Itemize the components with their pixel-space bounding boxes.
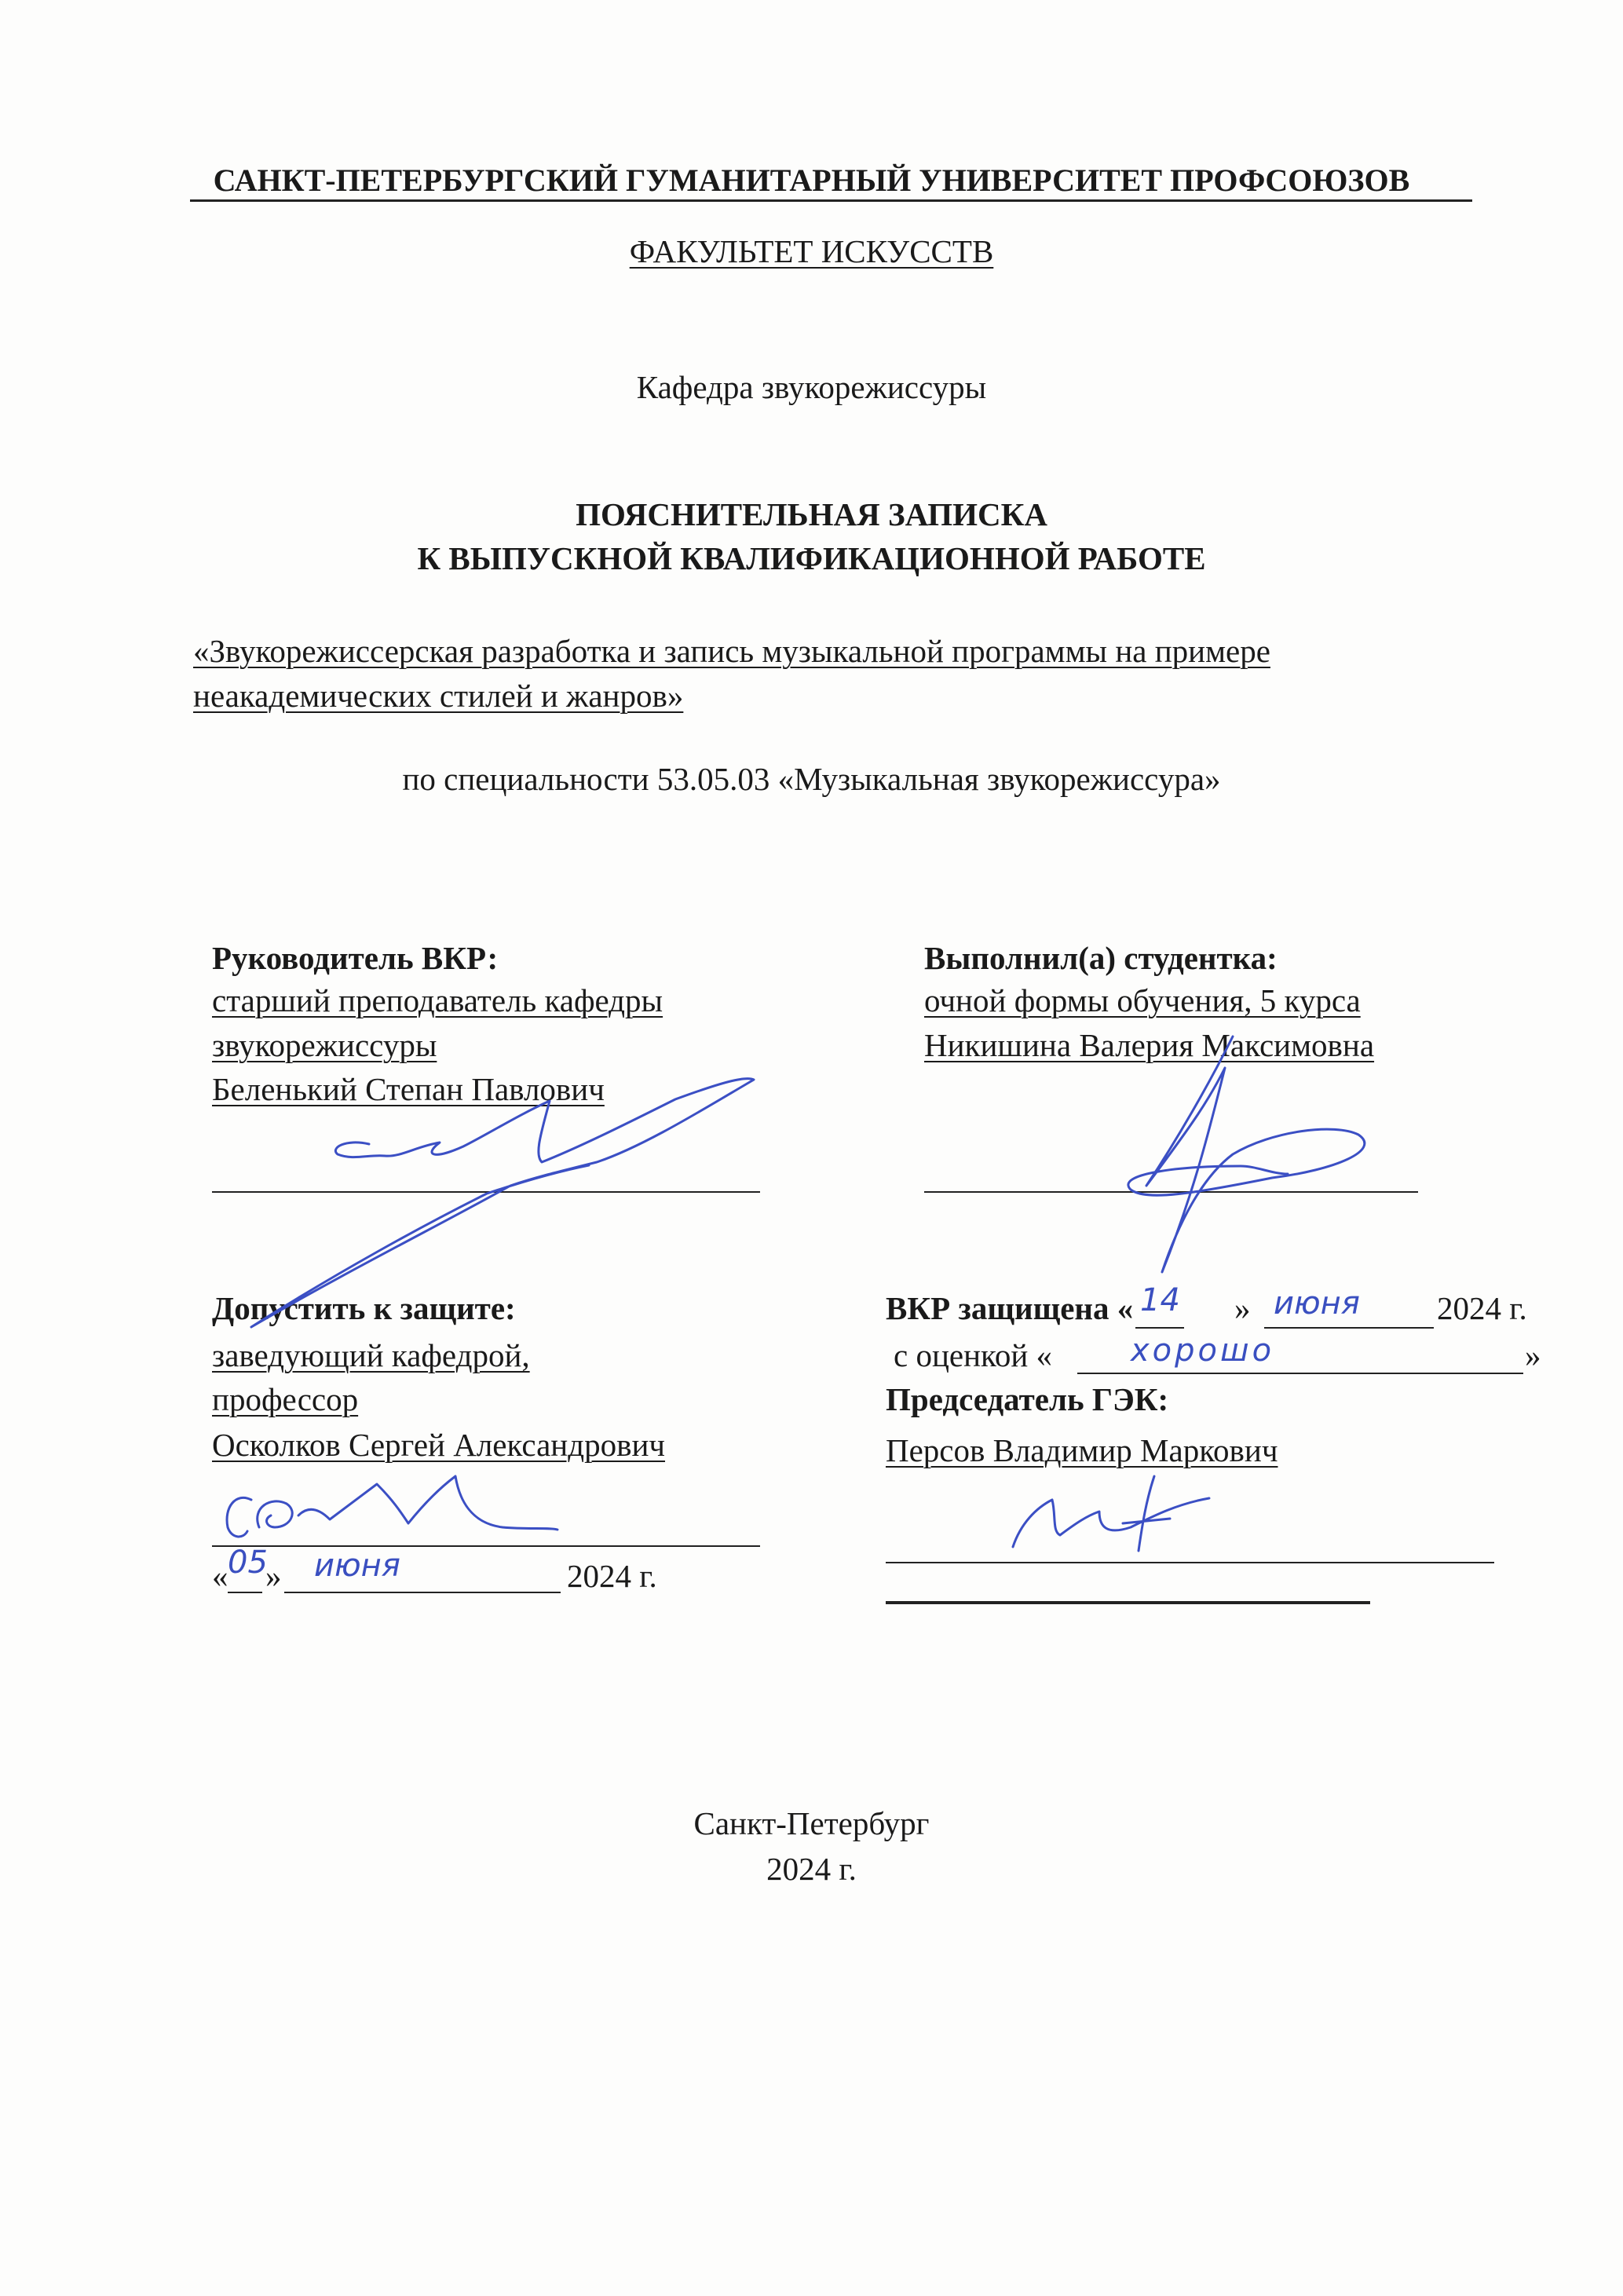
admission-date-day: 05	[228, 1545, 268, 1581]
defense-month: июня	[1274, 1285, 1360, 1322]
admission-name: Осколков Сергей Александрович	[212, 1427, 666, 1463]
admission-date-month: июня	[314, 1548, 400, 1584]
specialty: по специальности 53.05.03 «Музыкальная звукорежиссура»	[402, 761, 1221, 797]
department-name: Кафедра звукорежиссуры	[636, 369, 987, 405]
university-name: САНКТ-ПЕТЕРБУРГСКИЙ ГУМАНИТАРНЫЙ УНИВЕРСИТЕТ ПРОФСОЮЗОВ	[213, 163, 1410, 198]
supervisor-position-line1: старший преподаватель кафедры	[212, 982, 663, 1018]
admission-position-line1: заведующий кафедрой,	[212, 1337, 530, 1373]
admission-date-open: «	[212, 1558, 228, 1594]
header-rule	[190, 199, 1472, 202]
admission-heading: Допустить к защите:	[212, 1290, 516, 1326]
chair-name: Персов Владимир Маркович	[886, 1432, 1278, 1468]
defense-year: 2024 г.	[1437, 1290, 1527, 1326]
admission-date-close: »	[265, 1558, 282, 1594]
supervisor-signature-line	[212, 1191, 760, 1193]
defense-day: 14	[1140, 1282, 1180, 1318]
student-info: очной формы обучения, 5 курса	[924, 982, 1361, 1018]
defense-month-line	[1264, 1327, 1434, 1329]
student-name: Никишина Валерия Максимовна	[924, 1027, 1375, 1063]
student-heading: Выполнил(а) студентка:	[924, 940, 1278, 976]
footer-year: 2024 г.	[766, 1851, 857, 1887]
supervisor-heading: Руководитель ВКР:	[212, 940, 499, 976]
student-signature	[1128, 1036, 1365, 1272]
supervisor-position-line2: звукорежиссуры	[212, 1027, 437, 1063]
topic-line2: неакадемических стилей и жанров»	[193, 678, 684, 714]
admission-month-line	[284, 1592, 561, 1593]
defense-day-close: »	[1234, 1290, 1251, 1326]
admission-signature-line	[212, 1545, 760, 1547]
supervisor-name: Беленький Степан Павлович	[212, 1071, 605, 1107]
admission-position-line2: профессор	[212, 1381, 359, 1417]
defense-day-line	[1135, 1327, 1184, 1329]
document-title-line1: ПОЯСНИТЕЛЬНАЯ ЗАПИСКА	[576, 496, 1047, 532]
chair-signature-line	[886, 1562, 1494, 1563]
admission-date-year: 2024 г.	[567, 1558, 657, 1594]
admission-signature	[227, 1476, 557, 1537]
faculty-name: ФАКУЛЬТЕТ ИСКУССТВ	[629, 233, 994, 269]
admission-day-line	[228, 1592, 262, 1593]
grade-value: хорошо	[1131, 1333, 1275, 1369]
defense-label: ВКР защищена «	[886, 1290, 1134, 1326]
grade-close: »	[1525, 1337, 1541, 1373]
chair-heading: Председатель ГЭК:	[886, 1381, 1169, 1417]
document-title-line2: К ВЫПУСКНОЙ КВАЛИФИКАЦИОННОЙ РАБОТЕ	[417, 540, 1206, 576]
grade-label: с оценкой «	[894, 1337, 1053, 1373]
chair-signature	[1013, 1476, 1209, 1551]
grade-line	[1077, 1373, 1523, 1374]
footer-city: Санкт-Петербург	[693, 1805, 930, 1841]
chair-second-line	[886, 1601, 1370, 1604]
topic-line1: «Звукорежиссерская разработка и запись музыкальной программы на примере	[193, 633, 1270, 669]
student-signature-line	[924, 1191, 1418, 1193]
